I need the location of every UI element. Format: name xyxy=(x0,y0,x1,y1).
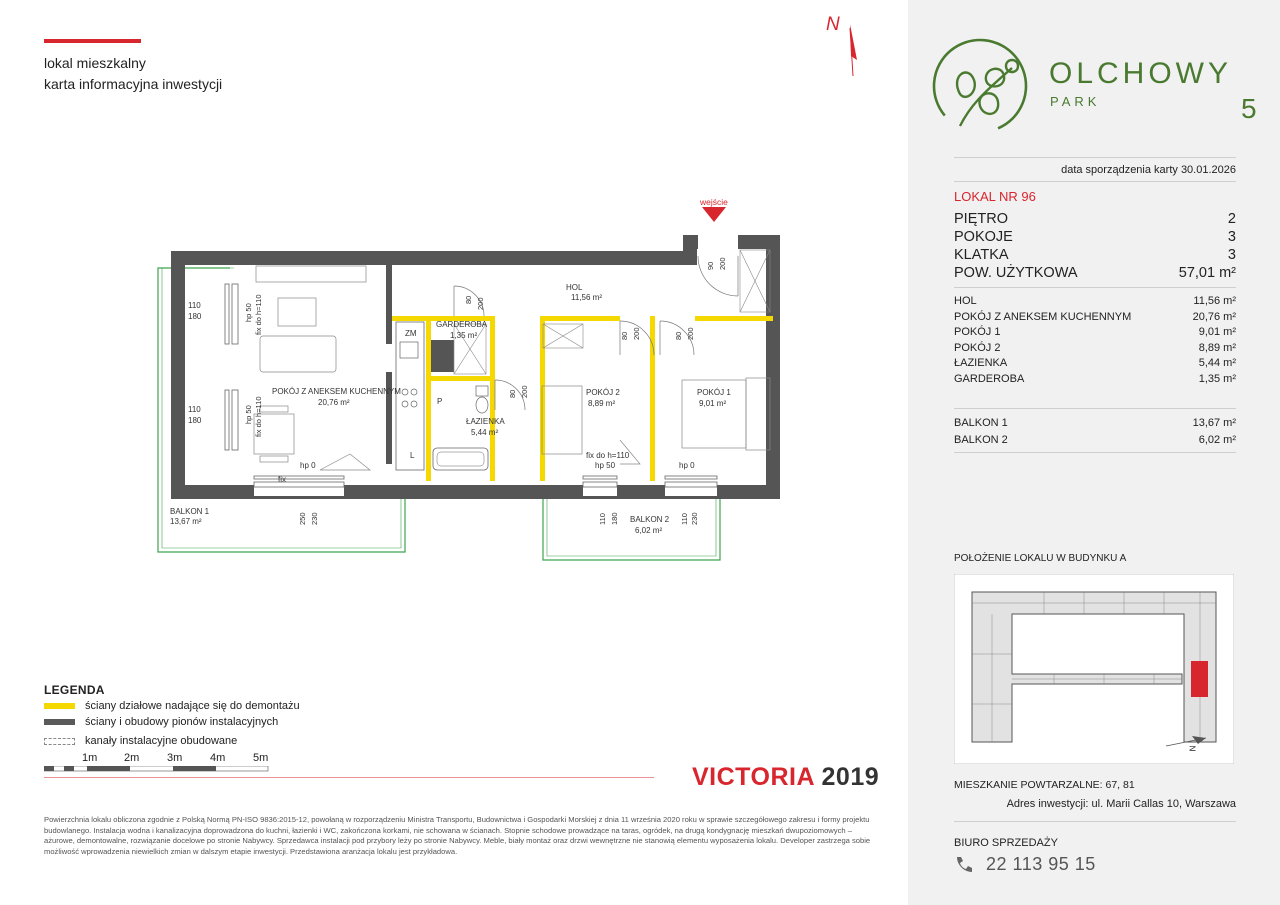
param-key: POW. UŻYTKOWA xyxy=(954,265,1078,281)
divider xyxy=(954,821,1236,822)
scale-label-2m: 2m xyxy=(124,752,140,764)
pokoj2-label: POKÓJ 2 xyxy=(586,388,620,397)
legend-label: kanały instalacyjne obudowane xyxy=(85,735,238,747)
fix110-rot-b: fix do h=110 xyxy=(254,396,263,437)
divider xyxy=(954,157,1236,158)
dim-180-a: 180 xyxy=(188,312,202,321)
room-areas xyxy=(954,294,1236,387)
room-row xyxy=(954,310,1236,326)
card-date: data sporządzenia karty 30.01.2026 xyxy=(1061,164,1236,176)
balkon1-area: 13,67 m² xyxy=(170,517,202,526)
balcony-key: BALKON 1 xyxy=(954,417,1008,429)
legend-list xyxy=(44,698,300,749)
address: Adres inwestycji: ul. Marii Callas 10, Warszawa xyxy=(1006,798,1236,810)
entrance-arrow-icon xyxy=(702,207,732,227)
hp50-mark: hp 50 xyxy=(595,461,616,470)
dim-90-e: 90 xyxy=(706,261,715,270)
legend-label: ściany i obudowy pionów instalacyjnych xyxy=(85,716,279,728)
header-line2: karta informacyjna inwestycji xyxy=(44,76,223,92)
living-area: 20,76 m² xyxy=(318,398,350,407)
balkon1-label: BALKON 1 xyxy=(170,507,210,516)
legend-item xyxy=(44,698,300,714)
divider xyxy=(954,408,1236,409)
main-params xyxy=(954,210,1236,282)
fix110-mark: fix do h=110 xyxy=(586,451,630,460)
phone-number[interactable]: 22 113 95 15 xyxy=(986,854,1096,874)
scale-label-3m: 3m xyxy=(167,752,183,764)
legend-label: ściany działowe nadające się do demontażu xyxy=(85,700,300,712)
param-value: 3 xyxy=(1227,229,1236,245)
dim-200-c: 200 xyxy=(632,327,641,340)
position-title: POŁOŻENIE LOKALU W BUDYNKU A xyxy=(954,553,1127,564)
room-value: 8,89 m² xyxy=(1198,341,1236,354)
param-row xyxy=(954,228,1236,246)
compass-letter: N xyxy=(826,14,840,35)
hp50-rot-a: hp 50 xyxy=(244,303,253,322)
room-key: POKÓJ Z ANEKSEM KUCHENNYM xyxy=(954,310,1132,323)
p-mark: P xyxy=(437,397,443,406)
dim-110-a: 110 xyxy=(188,301,201,310)
legend-item xyxy=(44,733,300,749)
hp50-rot-b: hp 50 xyxy=(244,405,253,424)
param-key: PIĘTRO xyxy=(954,211,1008,227)
hp0-mark: hp 0 xyxy=(300,461,316,470)
room-value: 5,44 m² xyxy=(1198,357,1236,369)
outer-walls xyxy=(178,242,773,492)
info-panel xyxy=(908,0,1280,905)
dim-80-a: 80 xyxy=(464,295,473,304)
room-row xyxy=(954,325,1236,341)
param-value: 57,01 m² xyxy=(1178,265,1236,281)
dim-200-b: 200 xyxy=(520,385,529,398)
victoria-logo-text: VICTORIA 2019 xyxy=(692,763,880,791)
dim-110-c: 110 xyxy=(598,513,607,525)
balkon2-label: BALKON 2 xyxy=(630,515,670,524)
garderoba-area: 1,35 m² xyxy=(450,331,478,340)
scale-label-4m: 4m xyxy=(210,752,226,764)
balcony-key: BALKON 2 xyxy=(954,434,1008,446)
balcony-value: 6,02 m² xyxy=(1198,434,1236,446)
room-value: 9,01 m² xyxy=(1198,326,1236,338)
room-value: 1,35 m² xyxy=(1198,372,1236,385)
hp0-mark-2: hp 0 xyxy=(679,461,695,470)
office-title: BIURO SPRZEDAŻY xyxy=(954,837,1058,849)
hol-label: HOL xyxy=(566,283,583,292)
fix110-rot-a: fix do h=110 xyxy=(254,294,263,335)
l-mark: L xyxy=(410,451,415,460)
dim-200-d: 200 xyxy=(686,327,695,340)
balcony-row xyxy=(954,415,1236,432)
room-key: HOL xyxy=(954,295,977,307)
balcony-value: 13,67 m² xyxy=(1192,417,1236,429)
unit-highlight xyxy=(1191,661,1208,697)
room-row xyxy=(954,372,1236,388)
room-value: 20,76 m² xyxy=(1192,310,1236,323)
dim-230: 230 xyxy=(310,512,319,525)
footer-disclaimer: Powierzchnia lokalu obliczona zgodnie z Polską Normą PN-ISO 9836:2015-12, powołaną w rozporządzeniu Ministra Transportu, Budownictwa i Gospodarki Morskiej z dnia 11 września 2020 roku w sprawie szczegółowego zakresu i formy projektu budowlanego. Instalacja wodna i kanalizacyjna doprowadzona do kuchni, łazienki i WC, zakończona korkami, nie schowana w ścianach. Stopnie schodowe prowadzące na taras, ogródek, na drugą kondygnację mieszkań dwupoziomowych – ażurowe, demontowalne, rozwiązanie docelowe po stronie Nabywcy. Sprzedawca instalacji pod przybory leży po stronie Nabywcy. Meble, biały montaż oraz drzwi wewnętrzne nie stanowią elementu wyposażenia lokalu. Developer zastrzega sobie możliwość wprowadzenia niewielkich zmian w dalszym etapie inwestycji. Przedstawiona aranżacja lokalu jest przykładowa. xyxy=(44,815,871,856)
room-row xyxy=(954,294,1236,310)
legend-swatch-wall xyxy=(44,719,75,725)
dim-200-e: 200 xyxy=(718,257,727,270)
balkon2-area: 6,02 m² xyxy=(635,526,663,535)
dim-110-d: 110 xyxy=(680,513,689,525)
hol-area: 11,56 m² xyxy=(571,293,602,302)
room-key: ŁAZIENKA xyxy=(954,357,1008,369)
lokal-number: LOKAL NR 96 xyxy=(954,189,1036,204)
param-value: 2 xyxy=(1227,211,1236,227)
param-value: 3 xyxy=(1227,247,1236,263)
param-key: POKOJE xyxy=(954,229,1013,245)
pokoj1-area: 9,01 m² xyxy=(699,399,727,408)
dim-200-a: 200 xyxy=(476,297,485,310)
divider xyxy=(954,452,1236,453)
dim-230-d: 230 xyxy=(690,512,699,525)
divider xyxy=(954,287,1236,288)
logo-number: 5 xyxy=(1241,93,1257,124)
header-line1: lokal mieszkalny xyxy=(44,55,146,71)
divider xyxy=(954,181,1236,182)
dim-180-c: 180 xyxy=(610,512,619,525)
pokoj2-area: 8,89 m² xyxy=(588,399,616,408)
pokoj1-label: POKÓJ 1 xyxy=(697,388,731,397)
param-row xyxy=(954,246,1236,264)
room-row xyxy=(954,341,1236,357)
living-label: POKÓJ Z ANEKSEM KUCHENNYM xyxy=(272,387,401,396)
room-row xyxy=(954,356,1236,372)
balcony-row xyxy=(954,432,1236,449)
dim-180-b: 180 xyxy=(188,416,202,425)
dim-250: 250 xyxy=(298,512,307,525)
logo-name: OLCHOWY xyxy=(1049,57,1233,90)
room-key: POKÓJ 1 xyxy=(954,326,1001,338)
legend-item xyxy=(44,714,300,730)
logo-sub: PARK xyxy=(1050,94,1101,109)
accent-bar xyxy=(44,39,141,43)
legend-title: LEGENDA xyxy=(44,683,105,697)
building-key-plan xyxy=(954,574,1234,764)
balcony-areas xyxy=(954,415,1236,449)
room-key: GARDEROBA xyxy=(954,372,1025,385)
room-key: POKÓJ 2 xyxy=(954,341,1001,354)
dim-80-b: 80 xyxy=(508,389,517,398)
dim-110-b: 110 xyxy=(188,405,201,414)
zm-mark: ZM xyxy=(405,329,417,338)
garderoba-label: GARDEROBA xyxy=(436,320,488,329)
lazienka-area: 5,44 m² xyxy=(471,428,499,437)
param-key: KLATKA xyxy=(954,247,1009,263)
fix-mark: fix xyxy=(278,475,286,484)
dim-80-d: 80 xyxy=(674,331,683,340)
param-row xyxy=(954,264,1236,282)
scale-label-1m: 1m xyxy=(82,752,98,764)
room-value: 11,56 m² xyxy=(1193,295,1236,307)
scale-label-5m: 5m xyxy=(253,752,269,764)
olchowy-leaf-logo-icon xyxy=(930,36,1032,136)
legend-swatch-channel xyxy=(44,738,75,745)
lazienka-label: ŁAZIENKA xyxy=(466,417,505,426)
dim-80-c: 80 xyxy=(620,331,629,340)
scale-bar xyxy=(44,766,684,778)
param-row xyxy=(954,210,1236,228)
repeat-units: MIESZKANIE POWTARZALNE: 67, 81 xyxy=(954,779,1135,791)
phone-icon xyxy=(954,855,972,873)
legend-swatch-partition xyxy=(44,703,75,709)
keyplan-north-letter: N xyxy=(1188,745,1198,752)
entrance-label: wejście xyxy=(700,197,728,207)
compass-arrow-icon xyxy=(840,18,864,78)
